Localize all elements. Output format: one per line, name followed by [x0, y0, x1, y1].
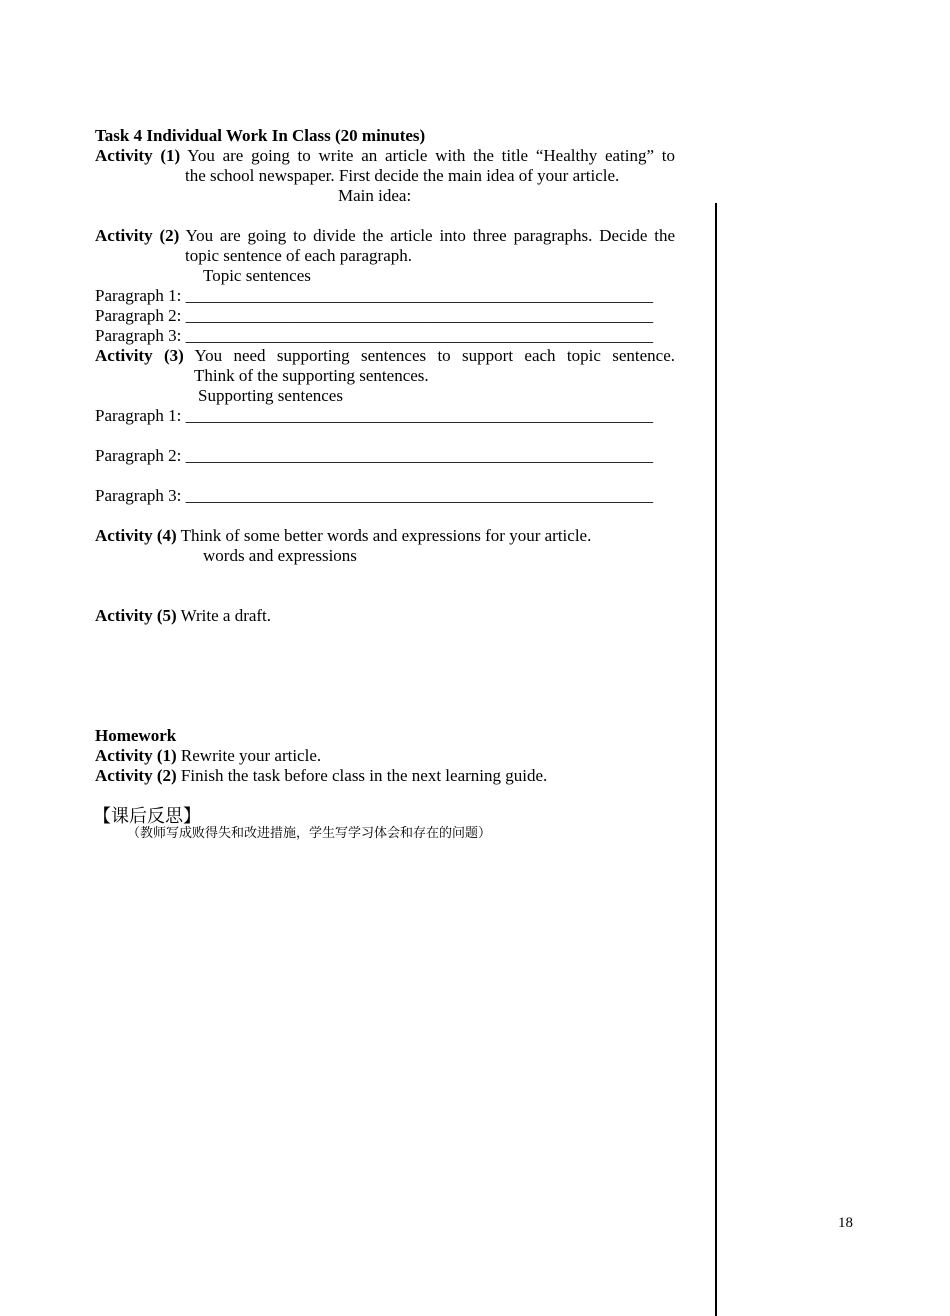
activity5-label: Activity (5) [95, 606, 177, 625]
topic-paragraph-1-field[interactable]: Paragraph 1: _______________________________________________________ [95, 286, 654, 305]
homework-activity1: Activity (1) Rewrite your article. [95, 746, 322, 765]
topic-paragraph-2-field[interactable]: Paragraph 2: _______________________________________________________ [95, 306, 654, 325]
activity5-line1: Activity (5) Write a draft. [95, 606, 272, 625]
supporting-sentences-heading: Supporting sentences [198, 386, 343, 405]
reflection-title: 【课后反思】 [93, 806, 201, 827]
supporting-paragraph-2-field[interactable]: Paragraph 2: _______________________________________________________ [95, 446, 654, 465]
topic-paragraph-3-field[interactable]: Paragraph 3: _______________________________________________________ [95, 326, 654, 345]
task4-title: Task 4 Individual Work In Class (20 minutes) [95, 126, 426, 145]
activity3-line1: Activity (3) You need supporting sentences to support each topic sentence. [95, 346, 676, 365]
activity1-line2: the school newspaper. First decide the main idea of your article. [185, 166, 620, 185]
reflection-note: （教师写成败得失和改进措施，学生写学习体会和存在的问题） [127, 826, 492, 841]
activity3-line2: Think of the supporting sentences. [194, 366, 429, 385]
activity4-line1: Activity (4) Think of some better words and expressions for your article. [95, 526, 592, 545]
activity4-label: Activity (4) [95, 526, 177, 545]
activity2-line2: topic sentence of each paragraph. [185, 246, 413, 265]
homework-title: Homework [95, 726, 177, 745]
margin-divider-line [715, 203, 717, 1316]
activity1-label: Activity (1) [95, 146, 181, 165]
words-expressions-heading: words and expressions [203, 546, 357, 565]
homework-activity2: Activity (2) Finish the task before class in the next learning guide. [95, 766, 548, 785]
supporting-paragraph-1-field[interactable]: Paragraph 1: _______________________________________________________ [95, 406, 654, 425]
page-number: 18 [838, 1215, 853, 1231]
supporting-paragraph-3-field[interactable]: Paragraph 3: _______________________________________________________ [95, 486, 654, 505]
activity2-line1: Activity (2) You are going to divide the article into three paragraphs. Decide the [95, 226, 675, 245]
homework-activity1-label: Activity (1) [95, 746, 177, 765]
main-idea-label: Main idea: [338, 186, 412, 205]
homework-activity2-label: Activity (2) [95, 766, 177, 785]
activity3-label: Activity (3) [95, 346, 184, 365]
activity2-label: Activity (2) [95, 226, 180, 245]
activity1-line1: Activity (1) You are going to write an article with the title “Healthy eating” to [95, 146, 675, 165]
topic-sentences-heading: Topic sentences [203, 266, 311, 285]
